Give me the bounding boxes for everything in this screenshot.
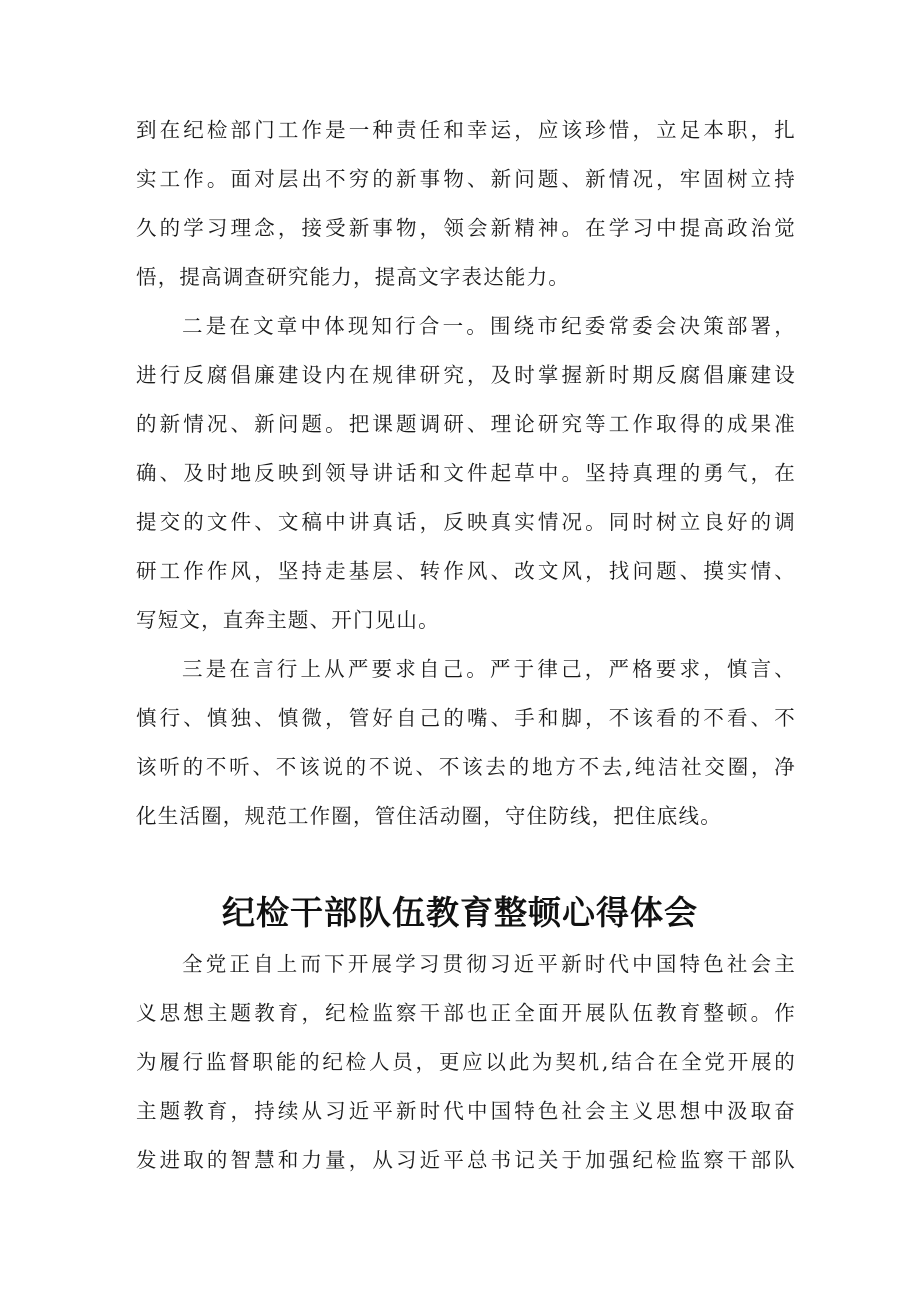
paragraph-line: 该听的不听、不该说的不说、不该去的地方不去,纯洁社交圈，净 <box>136 755 796 779</box>
paragraph-line: 确、及时地反映到领导讲话和文件起草中。坚持真理的勇气，在 <box>136 461 796 485</box>
paragraph-line: 研工作作风，坚持走基层、转作风、改文风，找问题、摸实情、 <box>136 559 796 583</box>
paragraph-line: 义思想主题教育，纪检监察干部也正全面开展队伍教育整顿。作 <box>136 1001 796 1025</box>
paragraph-line: 二是在文章中体现知行合一。围绕市纪委常委会决策部署， <box>182 314 796 338</box>
paragraph-line: 实工作。面对层出不穷的新事物、新问题、新情况，牢固树立持 <box>136 167 796 191</box>
paragraph-line: 慎行、慎独、慎微，管好自己的嘴、手和脚，不该看的不看、不 <box>136 706 796 730</box>
paragraph-line: 化生活圈，规范工作圈，管住活动圈，守住防线，把住底线。 <box>136 804 722 828</box>
paragraph-line: 的新情况、新问题。把课题调研、理论研究等工作取得的成果准 <box>136 412 796 436</box>
paragraph-line: 久的学习理念，接受新事物，领会新精神。在学习中提高政治觉 <box>136 216 796 240</box>
paragraph-line: 主题教育，持续从习近平新时代中国特色社会主义思想中汲取奋 <box>136 1099 796 1123</box>
paragraph-line: 到在纪检部门工作是一种责任和幸运，应该珍惜，立足本职，扎 <box>136 118 796 142</box>
paragraph-line: 进行反腐倡廉建设内在规律研究，及时掌握新时期反腐倡廉建设 <box>136 363 796 387</box>
paragraph-line: 发进取的智慧和力量，从习近平总书记关于加强纪检监察干部队 <box>136 1148 796 1172</box>
paragraph-line: 写短文，直奔主题、开门见山。 <box>136 608 440 632</box>
paragraph-line: 为履行监督职能的纪检人员，更应以此为契机,结合在全党开展的 <box>136 1050 796 1074</box>
paragraph-line: 提交的文件、文稿中讲真话，反映真实情况。同时树立良好的调 <box>136 510 796 534</box>
paragraph-line: 悟，提高调查研究能力，提高文字表达能力。 <box>136 265 570 289</box>
paragraph-line: 三是在言行上从严要求自己。严于律己，严格要求，慎言、 <box>182 657 796 681</box>
paragraph-line: 全党正自上而下开展学习贯彻习近平新时代中国特色社会主 <box>182 952 796 976</box>
article-title: 纪检干部队伍教育整顿心得体会 <box>222 893 698 932</box>
